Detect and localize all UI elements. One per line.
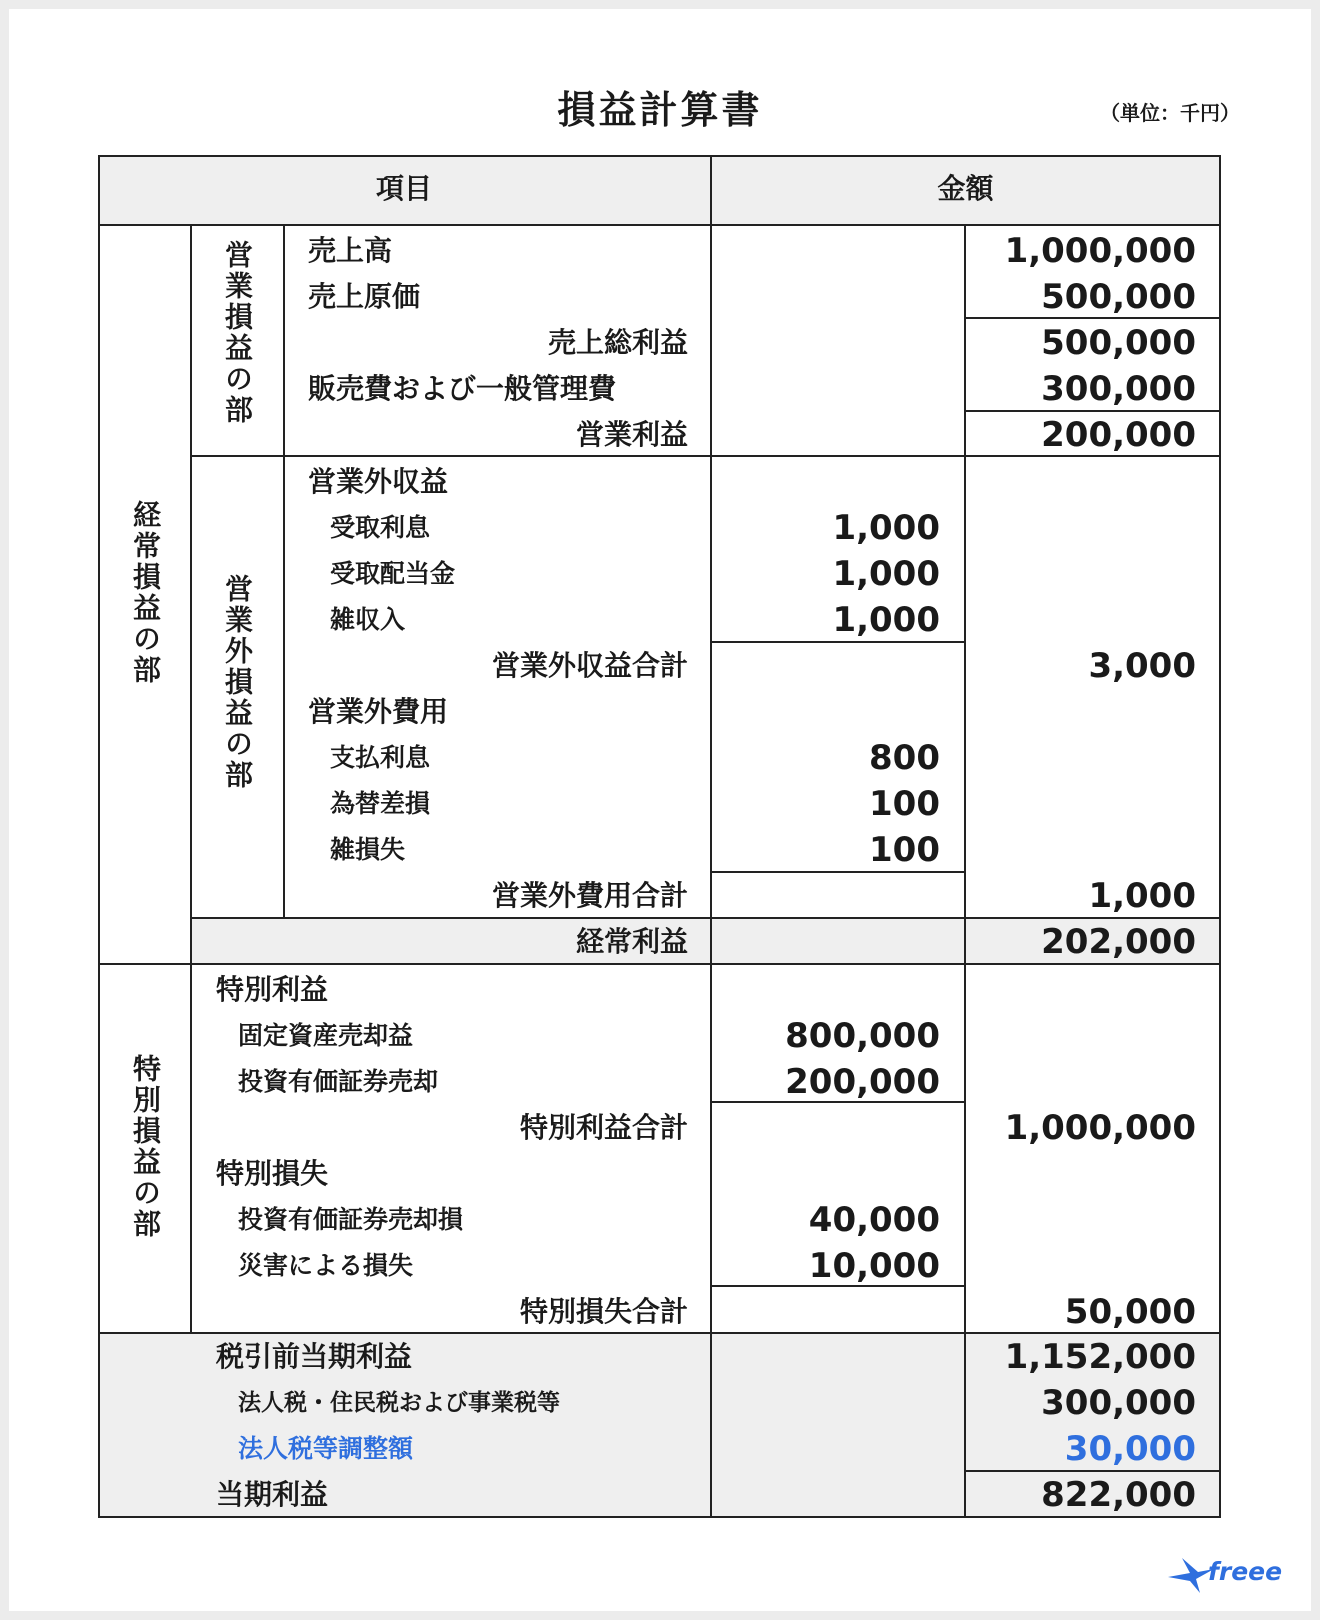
section-label-extraordinary: 特別損益の部 <box>129 1054 162 1240</box>
sga-label: 販売費および一般管理費 <box>308 372 617 405</box>
table-border-right <box>1219 155 1221 1518</box>
section-label-non-operating: 営業外損益の部 <box>221 574 254 791</box>
cogs-label: 売上原価 <box>308 280 421 313</box>
non-op-expense-total-label: 営業外費用合計 <box>491 879 688 912</box>
sales-label: 売上高 <box>308 234 393 267</box>
operating-profit-label: 営業利益 <box>575 418 688 451</box>
freee-logo <box>1166 1546 1296 1600</box>
non-op-expense-item-value: 100 <box>869 830 940 870</box>
non-op-income-item-value: 1,000 <box>832 600 940 640</box>
extra-gain-item-value: 800,000 <box>785 1016 940 1056</box>
pretax-income-value: 1,152,000 <box>1004 1337 1196 1377</box>
sales-value: 1,000,000 <box>1004 231 1196 271</box>
net-income-label: 当期利益 <box>216 1478 329 1511</box>
extra-gain-item-label: 固定資産売却益 <box>238 1021 414 1050</box>
non-op-expense-item-value: 800 <box>869 738 940 778</box>
table-border-left <box>98 155 100 1518</box>
operating-profit-value: 200,000 <box>1041 415 1196 455</box>
non-op-income-heading: 営業外収益 <box>308 465 449 498</box>
extra-loss-item-value: 40,000 <box>808 1200 940 1240</box>
logo-text: freee <box>1208 1557 1283 1586</box>
unit-label: （単位：千円） <box>1100 101 1240 125</box>
page-title: 損益計算書 <box>557 88 763 132</box>
extra-gain-heading: 特別利益 <box>216 973 329 1006</box>
income-tax-label: 法人税・住民税および事業税等 <box>238 1390 560 1416</box>
table-border-top <box>98 155 1221 157</box>
extra-gain-total-label: 特別利益合計 <box>519 1111 688 1144</box>
extra-loss-item-value: 10,000 <box>808 1246 940 1286</box>
non-op-expense-total-value: 1,000 <box>1088 876 1196 916</box>
non-op-expense-item-value: 100 <box>869 784 940 824</box>
gross-profit-value: 500,000 <box>1041 323 1196 363</box>
non-op-expense-item-label: 為替差損 <box>330 789 431 818</box>
non-op-income-item-value: 1,000 <box>832 554 940 594</box>
pretax-income-label: 税引前当期利益 <box>216 1340 413 1373</box>
ordinary-profit-value: 202,000 <box>1041 922 1196 962</box>
gross-profit-label: 売上総利益 <box>547 326 688 359</box>
net-income-value: 822,000 <box>1041 1475 1196 1515</box>
section-column-divider <box>190 224 192 1332</box>
bird-icon <box>1166 1546 1296 1596</box>
extra-gain-total-value: 1,000,000 <box>1004 1108 1196 1148</box>
extra-gain-item-label: 投資有価証券売却 <box>238 1067 439 1096</box>
header-amount: 金額 <box>937 172 994 205</box>
non-op-income-total-value: 3,000 <box>1088 646 1196 686</box>
non-op-expense-item-label: 支払利息 <box>330 743 431 772</box>
header-divider <box>98 224 1221 226</box>
non-op-income-total-label: 営業外収益合計 <box>491 649 688 682</box>
non-op-income-item-value: 1,000 <box>832 508 940 548</box>
extra-loss-heading: 特別損失 <box>216 1157 329 1190</box>
extra-loss-total-value: 50,000 <box>1064 1292 1196 1332</box>
section-label-ordinary: 経常損益の部 <box>129 500 162 686</box>
non-op-expense-item-label: 雑損失 <box>330 835 406 864</box>
subsection-column-divider <box>283 224 285 917</box>
extra-loss-total-label: 特別損失合計 <box>519 1295 688 1328</box>
non-op-income-item-label: 雑収入 <box>330 605 406 634</box>
extra-loss-item-label: 災害による損失 <box>238 1251 414 1280</box>
income-tax-value: 300,000 <box>1041 1383 1196 1423</box>
extra-gain-item-value: 200,000 <box>785 1062 940 1102</box>
cogs-value: 500,000 <box>1041 277 1196 317</box>
non-op-income-item-label: 受取配当金 <box>330 559 456 588</box>
tax-adjustment-label: 法人税等調整額 <box>238 1434 414 1463</box>
tax-adjustment-value: 30,000 <box>1064 1429 1196 1469</box>
non-op-income-item-label: 受取利息 <box>330 513 431 542</box>
extra-loss-item-label: 投資有価証券売却損 <box>238 1205 464 1234</box>
header-item: 項目 <box>375 172 432 205</box>
section-label-operating: 営業損益の部 <box>221 240 254 426</box>
sga-value: 300,000 <box>1041 369 1196 409</box>
ordinary-profit-label: 経常利益 <box>575 925 688 958</box>
non-op-expense-heading: 営業外費用 <box>308 695 449 728</box>
